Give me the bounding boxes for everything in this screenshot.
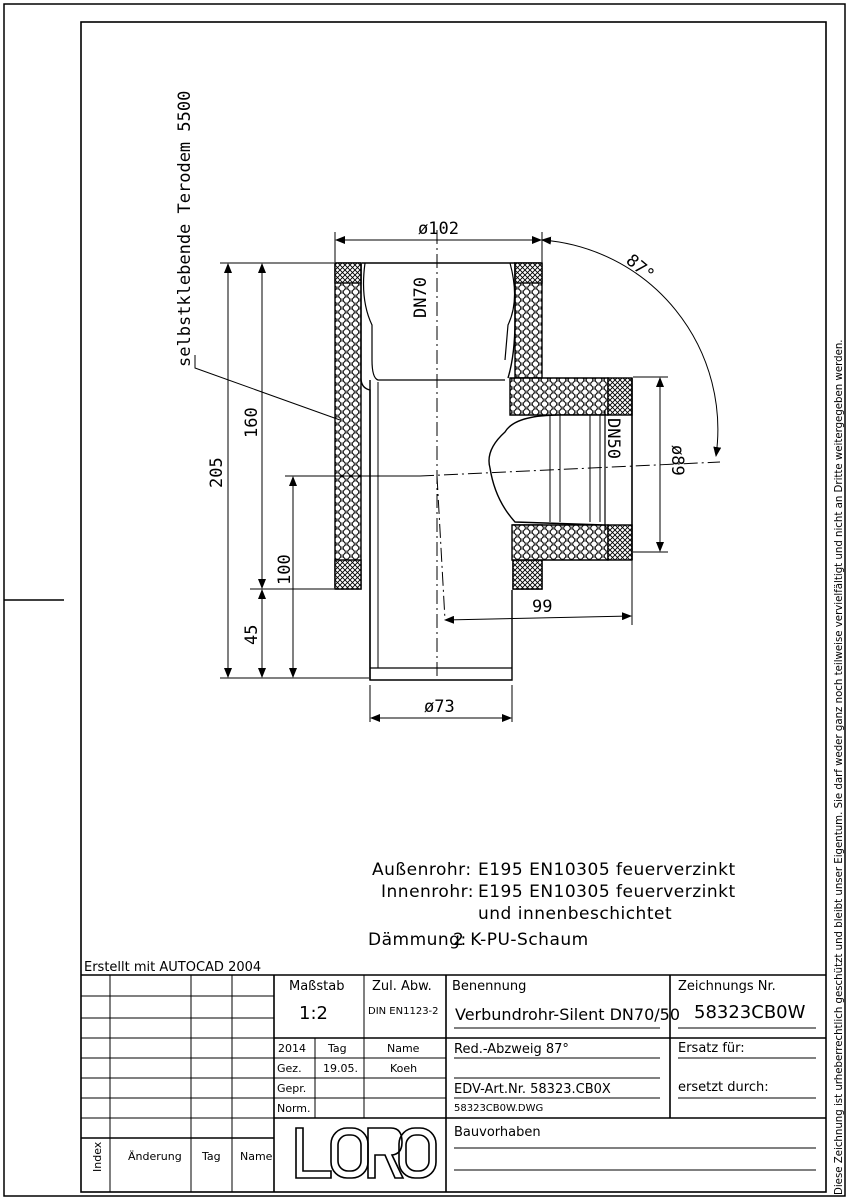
drawing-no-value: 58323CB0W bbox=[694, 1002, 806, 1023]
left-insulation bbox=[335, 263, 361, 589]
person-label: Name bbox=[387, 1042, 420, 1055]
day-label: Tag bbox=[328, 1042, 347, 1055]
branch-lower-insulation bbox=[512, 525, 608, 560]
right-top-seal bbox=[515, 263, 542, 283]
dim-d73: ø73 bbox=[424, 697, 455, 717]
dim-angle: 87° bbox=[621, 250, 659, 286]
edv-label: EDV-Art.Nr. 58323.CB0X bbox=[454, 1082, 611, 1097]
project-label: Bauvorhaben bbox=[454, 1125, 541, 1140]
subtitle: Red.-Abzweig 87° bbox=[454, 1042, 569, 1057]
name-label: Benennung bbox=[452, 979, 527, 994]
right-bottom-seal bbox=[513, 560, 542, 589]
branch-lower-seal bbox=[608, 525, 632, 560]
scale-value: 1:2 bbox=[299, 1003, 328, 1024]
drawn-label: Gez. bbox=[277, 1062, 302, 1075]
name-value: Verbundrohr-Silent DN70/50 bbox=[455, 1005, 680, 1024]
rev-change-label: Änderung bbox=[128, 1150, 182, 1163]
checked-label: Gepr. bbox=[277, 1082, 307, 1095]
part-drawing bbox=[335, 230, 720, 680]
drawn-date: 19.05. bbox=[323, 1062, 358, 1075]
replaced-by-label: ersetzt durch: bbox=[678, 1080, 769, 1095]
dim-d89: ø89 bbox=[667, 445, 687, 476]
material-outer-value: E195 EN10305 feuerverzinkt bbox=[478, 860, 736, 880]
norm-label: Norm. bbox=[277, 1102, 311, 1115]
dim-dn70: DN70 bbox=[411, 277, 431, 318]
replaces-label: Ersatz für: bbox=[678, 1041, 745, 1056]
rev-index-label: Index bbox=[91, 1141, 104, 1172]
dimension-lines bbox=[195, 232, 718, 722]
tolerance-value: DIN EN1123-2 bbox=[368, 1006, 439, 1017]
left-top-seal bbox=[335, 263, 361, 283]
scale-label: Maßstab bbox=[289, 979, 345, 994]
left-bottom-seal bbox=[335, 560, 361, 589]
dim-45: 45 bbox=[242, 624, 262, 645]
drawn-name: Koeh bbox=[390, 1062, 418, 1075]
dim-100: 100 bbox=[275, 554, 295, 585]
material-insul-value: 2 K-PU-Schaum bbox=[453, 930, 589, 950]
material-inner-label: Innenrohr: bbox=[381, 882, 475, 902]
dim-99: 99 bbox=[532, 597, 553, 617]
dwg-file: 58323CB0W.DWG bbox=[454, 1103, 544, 1114]
dim-d102: ø102 bbox=[418, 219, 459, 239]
material-insul-label: Dämmung: bbox=[368, 930, 467, 950]
insulation-note: selbstklebende Terodem 5500 bbox=[175, 90, 195, 367]
tolerance-label: Zul. Abw. bbox=[372, 979, 432, 994]
branch-upper-insulation bbox=[510, 378, 608, 415]
dim-205: 205 bbox=[207, 457, 227, 488]
rev-name-label: Name bbox=[240, 1150, 273, 1163]
rev-day-label: Tag bbox=[202, 1150, 221, 1163]
branch-upper-seal bbox=[608, 378, 632, 415]
copyright-note: Diese Zeichnung ist urheberrechtlich geschützt und bleibt unser Eigentum. Sie darf weder ganz noch teilweise vervielfältigt und nicht an Dritte weitergegeben werden. bbox=[834, 339, 845, 1195]
loro-logo bbox=[296, 1128, 436, 1178]
dim-dn50: DN50 bbox=[603, 418, 623, 459]
year: 2014 bbox=[278, 1042, 306, 1055]
material-inner-value2: und innenbeschichtet bbox=[478, 904, 673, 924]
created-with: Erstellt mit AUTOCAD 2004 bbox=[84, 960, 262, 975]
drawing-no-label: Zeichnungs Nr. bbox=[678, 979, 776, 994]
dim-160: 160 bbox=[242, 407, 262, 438]
material-inner-value: E195 EN10305 feuerverzinkt bbox=[478, 882, 736, 902]
material-outer-label: Außenrohr: bbox=[372, 860, 472, 880]
